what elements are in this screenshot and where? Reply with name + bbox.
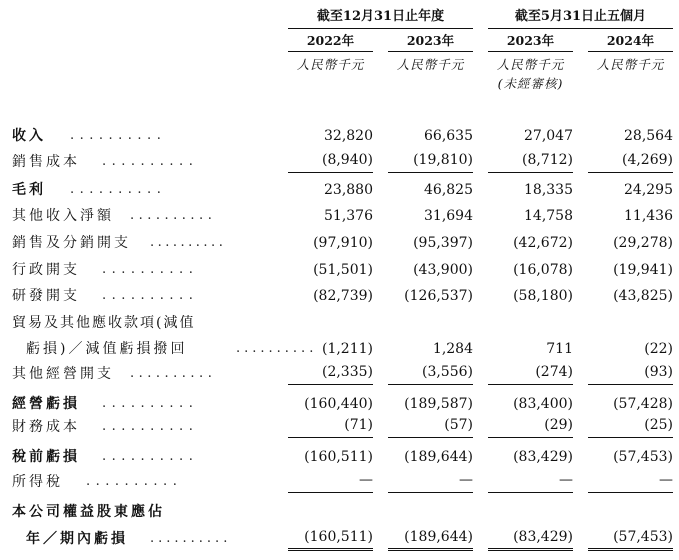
value-cell: (83,429) — [488, 526, 573, 551]
value-cell: (8,940) — [288, 149, 373, 173]
row-other-income — [0, 203, 679, 229]
value-cell: (160,440) — [304, 396, 373, 412]
value-cell: (274) — [488, 361, 573, 385]
value-cell: (160,511) — [304, 449, 373, 465]
value-cell: 23,880 — [324, 182, 373, 198]
value-cell: 28,564 — [624, 128, 673, 144]
value-cell: (83,429) — [513, 449, 573, 465]
value-cell: (93) — [588, 361, 673, 385]
row-label: 本公司權益股東應佔 — [12, 504, 165, 520]
value-cell: 1,284 — [432, 341, 473, 357]
value-cell: — — [388, 469, 473, 493]
value-cell: (126,537) — [404, 288, 473, 304]
value-cell: (83,400) — [513, 396, 573, 412]
leader-dots: .......... — [102, 449, 199, 464]
value-cell: 32,820 — [324, 128, 373, 144]
value-cell: (4,269) — [588, 149, 673, 173]
value-cell: (189,644) — [404, 449, 473, 465]
value-cell: (3,556) — [388, 361, 473, 385]
row-other-operating-expenses — [0, 361, 679, 387]
value-cell: 18,335 — [524, 182, 573, 198]
row-loss-for-period — [0, 526, 679, 552]
value-cell: (189,644) — [388, 526, 473, 551]
year-header-rule — [588, 51, 673, 52]
row-impairment — [0, 336, 679, 362]
row-label: 貿易及其他應收款項(減值 — [12, 315, 196, 331]
row-label: 財務成本 — [12, 419, 80, 435]
year-header: 2023年 — [406, 33, 455, 48]
row-label: 稅前虧損 — [12, 449, 80, 465]
leader-dots: .......... — [236, 341, 318, 356]
row-revenue — [0, 123, 679, 149]
value-cell: (97,910) — [313, 235, 373, 251]
row-finance-costs — [0, 414, 679, 440]
row-gross-profit — [0, 177, 679, 203]
leader-dots: .......... — [70, 182, 167, 197]
value-cell: (57) — [388, 414, 473, 438]
leader-dots: .......... — [150, 531, 232, 546]
value-cell: (42,672) — [513, 235, 573, 251]
row-admin-expenses — [0, 257, 679, 283]
leader-dots: .......... — [70, 128, 167, 143]
row-label: 所得稅 — [12, 474, 63, 490]
year-header: 2022年 — [306, 33, 355, 48]
value-cell: 66,635 — [424, 128, 473, 144]
leader-dots: .......... — [150, 235, 227, 250]
value-cell: (58,180) — [513, 288, 573, 304]
value-cell: (57,453) — [613, 449, 673, 465]
leader-dots: .......... — [102, 154, 199, 169]
value-cell: (25) — [588, 414, 673, 438]
unit-label: 人民幣千元 — [596, 57, 665, 72]
value-cell: (2,335) — [288, 361, 373, 385]
value-cell: 31,694 — [424, 208, 473, 224]
row-label: 其他收入淨額 — [12, 208, 114, 224]
year-header-rule — [288, 51, 373, 52]
row-selling-distribution — [0, 230, 679, 256]
row-impairment-label-line1 — [0, 310, 679, 336]
year-header-rule — [488, 51, 573, 52]
row-rnd-expenses — [0, 283, 679, 309]
value-cell: (19,941) — [613, 262, 673, 278]
value-cell: — — [588, 469, 673, 493]
header-group-five-months-rule — [488, 28, 673, 29]
value-cell: (1,211) — [321, 341, 373, 357]
leader-dots: .......... — [130, 208, 217, 223]
value-cell: (95,397) — [413, 235, 473, 251]
row-label: 銷售及分銷開支 — [12, 235, 131, 251]
row-label-continued: 虧損)／減值虧損撥回 — [26, 341, 188, 357]
value-cell: (57,453) — [588, 526, 673, 551]
value-cell: 24,295 — [624, 182, 673, 198]
value-cell: (57,428) — [613, 396, 673, 412]
year-header: 2024年 — [606, 33, 655, 48]
value-cell: (43,900) — [413, 262, 473, 278]
value-cell: (16,078) — [513, 262, 573, 278]
row-label: 銷售成本 — [12, 154, 80, 170]
row-cost-of-sales — [0, 149, 679, 175]
value-cell: — — [288, 469, 373, 493]
value-cell: (82,739) — [313, 288, 373, 304]
value-cell: 27,047 — [524, 128, 573, 144]
leader-dots: .......... — [102, 288, 199, 303]
row-label: 經營虧損 — [12, 396, 80, 412]
unit-label: 人民幣千元 — [396, 57, 465, 72]
row-attributable-label-line1 — [0, 499, 679, 525]
value-cell: 51,376 — [324, 208, 373, 224]
header-group-annual: 截至12月31日止年度 — [316, 9, 445, 24]
row-income-tax — [0, 469, 679, 495]
header-group-annual-rule — [288, 28, 473, 29]
value-cell: (8,712) — [488, 149, 573, 173]
value-cell: (160,511) — [288, 526, 373, 551]
leader-dots: .......... — [86, 474, 183, 489]
leader-dots: .......... — [130, 366, 217, 381]
value-cell: 14,758 — [524, 208, 573, 224]
unit-label: 人民幣千元 — [496, 57, 565, 72]
unit-label: 人民幣千元 — [296, 57, 365, 72]
year-header: 2023年 — [506, 33, 555, 48]
value-cell: (19,810) — [388, 149, 473, 173]
leader-dots: .......... — [102, 419, 199, 434]
value-cell: (29) — [488, 414, 573, 438]
row-label-continued: 年／期內虧損 — [26, 531, 128, 547]
value-cell: (51,501) — [313, 262, 373, 278]
leader-dots: .......... — [102, 262, 199, 277]
value-cell: (71) — [288, 414, 373, 438]
value-cell: 46,825 — [424, 182, 473, 198]
value-cell: — — [488, 469, 573, 493]
value-cell: 11,436 — [624, 208, 673, 224]
row-label: 其他經營開支 — [12, 366, 114, 382]
row-loss-before-tax — [0, 444, 679, 470]
unaudited-note: (未經審核) — [497, 76, 564, 91]
header-group-five-months: 截至5月31日止五個月 — [514, 9, 647, 24]
value-cell: (43,825) — [613, 288, 673, 304]
row-label: 毛利 — [12, 182, 46, 198]
value-cell: 711 — [546, 341, 573, 357]
value-cell: (22) — [644, 341, 673, 357]
value-cell: (189,587) — [404, 396, 473, 412]
leader-dots: .......... — [102, 396, 199, 411]
year-header-rule — [388, 51, 473, 52]
row-label: 行政開支 — [12, 262, 80, 278]
row-label: 收入 — [12, 128, 46, 144]
value-cell: (29,278) — [613, 235, 673, 251]
row-label: 研發開支 — [12, 288, 80, 304]
